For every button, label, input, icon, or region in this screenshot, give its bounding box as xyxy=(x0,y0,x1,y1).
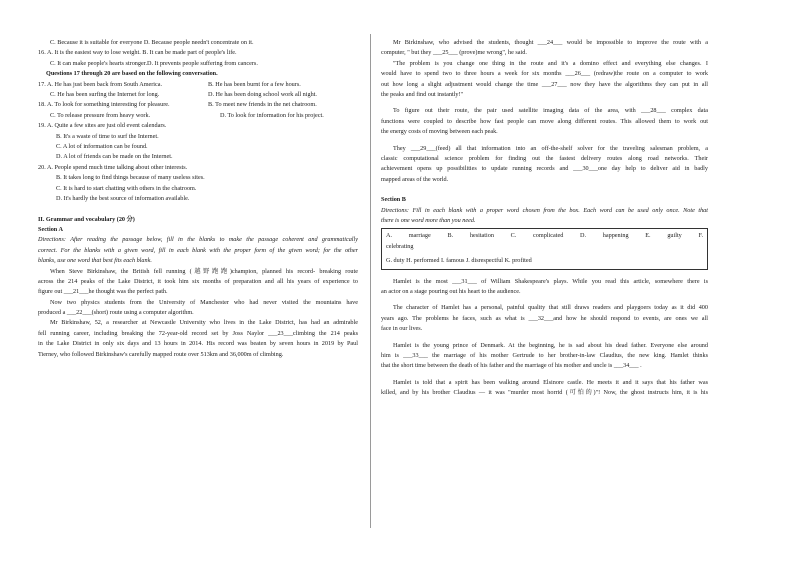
passage-line: Hamlet is the most ___31___ of William Shakespeare's plays. While you read this article, somewhere there is xyxy=(393,277,708,285)
word-box-line: G. duty H. performed I. famous J. disrespectful K. profited xyxy=(386,257,532,265)
question-17-cd xyxy=(38,90,358,100)
passage-line: killed, and by his brother Claudius — it was "murder most horrid (可怕的)"! Now, the ghost instructs him, it is his xyxy=(381,389,708,397)
passage-line: Tierney, who followed Birkinshaw's carefully mapped route over 513km and 36,000m of climbing. xyxy=(38,350,284,358)
option-17c: C. He has been surfing the Internet for long. xyxy=(50,91,160,99)
passage-line: an actor on a stage pouring out his heart to the audience. xyxy=(381,287,521,295)
option-20c: C. It is hard to start chatting with others in the chatroom. xyxy=(56,184,197,192)
passage-line: out how long a slight adjustment would change the time ___27___ now they have the algorithms they can put in all xyxy=(381,80,708,88)
passage-line: Hamlet is told that a spirit has been walking around Elsinore castle. He meets it and it says that his father was xyxy=(393,378,708,386)
passage-line: him is ___33___ the marriage of his mother Gertrude to her brother-in-law Claudius, the new king. Hamlet thinks xyxy=(381,351,708,359)
option-17d: D. He has been doing school work all night. xyxy=(208,91,317,99)
question-19: 19. A. Quite a few sites are just old event calendars. xyxy=(38,122,167,130)
section-a-heading: Section A xyxy=(38,225,63,233)
passage-line: across the 214 peaks of the Lake District, it took him six months of preparation and all his years of experience to xyxy=(38,277,358,285)
directions-line: blanks, use one word that best fits each blank. xyxy=(38,257,152,265)
option-line: C. It can make people's hearts stronger.D. It prevents people suffering from cancers. xyxy=(50,59,258,67)
directions-line: there is one word more than you need. xyxy=(381,216,476,224)
word-box-line: celebrating xyxy=(386,242,414,250)
option-19c: C. A lot of information can be found. xyxy=(56,143,148,151)
passage-line: The character of Hamlet has a personal, painful quality that still draws readers and playgoers today as it did 400 xyxy=(393,304,708,312)
passage-line: fell running career, including breaking the 72-year-old record set by Joss Naylor ___23___climbing the 214 peaks xyxy=(38,329,358,337)
section-heading: II. Grammar and vocabulary (20 分) xyxy=(38,215,135,223)
passage-line: in the Lake District in only six days and 13 hours in 2014. His record was beaten by seven hours in 2019 by Paul xyxy=(38,340,358,348)
option-19d: D. A lot of friends can be made on the Internet. xyxy=(56,153,173,161)
option-18d: D. To look for information for his project. xyxy=(220,111,324,119)
passage-line: that the short time between the death of his father and the marriage of his mother and uncle is ___34___ . xyxy=(381,362,642,370)
passage-line: achievement opens up possibilities to update running records and ___30___one day help to deliver aid in badly xyxy=(381,165,708,173)
option-18c: C. To release pressure from heavy work. xyxy=(50,111,151,119)
question-18 xyxy=(38,100,358,110)
left-column xyxy=(38,38,358,360)
conversation-heading: Questions 17 through 20 are based on the following conversation. xyxy=(46,70,218,78)
question-20: 20. A. People spend much time talking about other interests. xyxy=(38,163,188,171)
passage-line: figure out ___21___he thought was the perfect path. xyxy=(38,288,168,296)
option-17a: 17. A. He has just been back from South America. xyxy=(38,80,163,88)
directions-line: Directions: After reading the passage below, fill in the blanks to make the passage coherent and grammatically xyxy=(38,236,358,244)
passage-line: produced a ___22___(short) route using a computer algorithm. xyxy=(38,309,194,317)
question-16: 16. A. It is the easiest way to lose weight. B. It can be made part of people's life. xyxy=(38,49,237,57)
word-box xyxy=(381,228,708,269)
question-17 xyxy=(38,80,358,90)
right-column xyxy=(381,38,708,399)
passage-line: face in our lives. xyxy=(381,325,423,333)
column-divider xyxy=(370,34,371,528)
passage-line: To figure out their route, the pair used satellite imaging data of the area, with ___28___ complex data xyxy=(393,107,708,115)
option-18b: B. To meet new friends in the net chatroom. xyxy=(208,101,317,109)
word-box-line: A. marriage B. hesitation C. complicated D. happening E. guilty F. xyxy=(386,232,703,240)
directions-line: correct. For the blanks with a given word, fill in each blank with the proper form of the given word; for the other xyxy=(38,246,358,254)
passage-line: "The problem is you change one thing in the route and it's a domino effect and everything else changes. I xyxy=(393,59,708,67)
passage-line: Mr Birkinshaw, 52, a researcher at Newcastle University who lives in the Lake District, has had an admirable xyxy=(50,319,358,327)
passage-line: functions were coupled to describe how fast people can move along different routes. This allowed them to work out xyxy=(381,117,708,125)
passage-line: Hamlet is the young prince of Denmark. At the beginning, he is sad about his dead father. Everyone else around xyxy=(393,341,708,349)
question-18-cd xyxy=(38,111,358,121)
passage-line: would have to spend two to three hours a week for six months ___26___ (redraw)the route on a computer to work xyxy=(381,70,708,78)
option-17b: B. He has been burnt for a few hours. xyxy=(208,80,301,88)
option-19b: B. It's a waste of time to surf the Internet. xyxy=(56,132,159,140)
passage-line: They ___29___(feed) all that information into an off-the-shelf solver for the traveling salesman problem, a xyxy=(393,144,708,152)
option-line: C. Because it is suitable for everyone D. Because people needn't concentrate on it. xyxy=(50,39,254,46)
passage-line: Mr Birkinshaw, who advised the students, thought ___24___ would be impossible to improve the route with a xyxy=(393,39,708,46)
passage-line: When Steve Birkinshaw, the British fell running (越野跑跑)champion, planned his record- breaking route xyxy=(50,267,358,275)
option-20b: B. It takes long to find things because of many useless sites. xyxy=(56,174,205,182)
passage-line: Now two physics students from the University of Manchester who had never visited the mountains have xyxy=(50,298,358,306)
section-b-heading: Section B xyxy=(381,196,406,204)
passage-line: computer, " but they ___25___ (prove)me wrong", he said. xyxy=(381,49,527,57)
passage-line: the peaks and find out instantly!" xyxy=(381,90,464,98)
option-18a: 18. A. To look for something interesting for pleasure. xyxy=(38,101,170,109)
directions-line: Directions: Fill in each blank with a proper word chosen from the box. Each word can be used only once. Note that xyxy=(381,206,708,214)
passage-line: the energy costs of moving between each peak. xyxy=(381,128,498,136)
passage-line: years ago. The problems he faces, such as what is ___32___and how he should respond to events, are ones we all xyxy=(381,314,708,322)
passage-line: mapped areas of the world. xyxy=(381,175,449,183)
option-20d: D. It's hardly the best source of information available. xyxy=(56,195,190,203)
passage-line: classic computational science problem for finding out the fastest delivery routes along road networks. Their xyxy=(381,154,708,162)
